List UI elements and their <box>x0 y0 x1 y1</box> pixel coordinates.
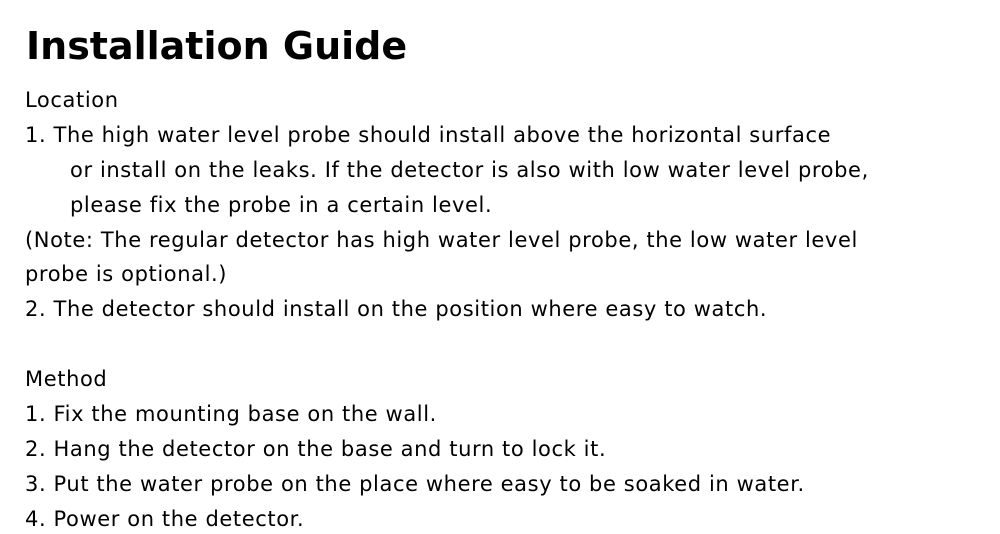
location-item-2: 2. The detector should install on the position where easy to watch. <box>25 297 768 321</box>
location-note-line-2: probe is optional.) <box>25 262 228 286</box>
location-heading: Location <box>25 88 119 112</box>
page-title: Installation Guide <box>26 24 408 68</box>
method-step-4: 4. Power on the detector. <box>25 507 305 531</box>
method-step-1: 1. Fix the mounting base on the wall. <box>25 402 437 426</box>
method-step-3: 3. Put the water probe on the place where easy to be soaked in water. <box>25 472 805 496</box>
location-item-1-line-2: or install on the leaks. If the detector is also with low water level probe, <box>70 158 869 182</box>
location-note-line-1: (Note: The regular detector has high water level probe, the low water level <box>25 228 858 252</box>
method-heading: Method <box>25 367 108 391</box>
method-step-2: 2. Hang the detector on the base and turn to lock it. <box>25 437 607 461</box>
location-item-1-line-3: please fix the probe in a certain level. <box>70 193 493 217</box>
location-item-1-line-1: 1. The high water level probe should install above the horizontal surface <box>25 123 832 147</box>
